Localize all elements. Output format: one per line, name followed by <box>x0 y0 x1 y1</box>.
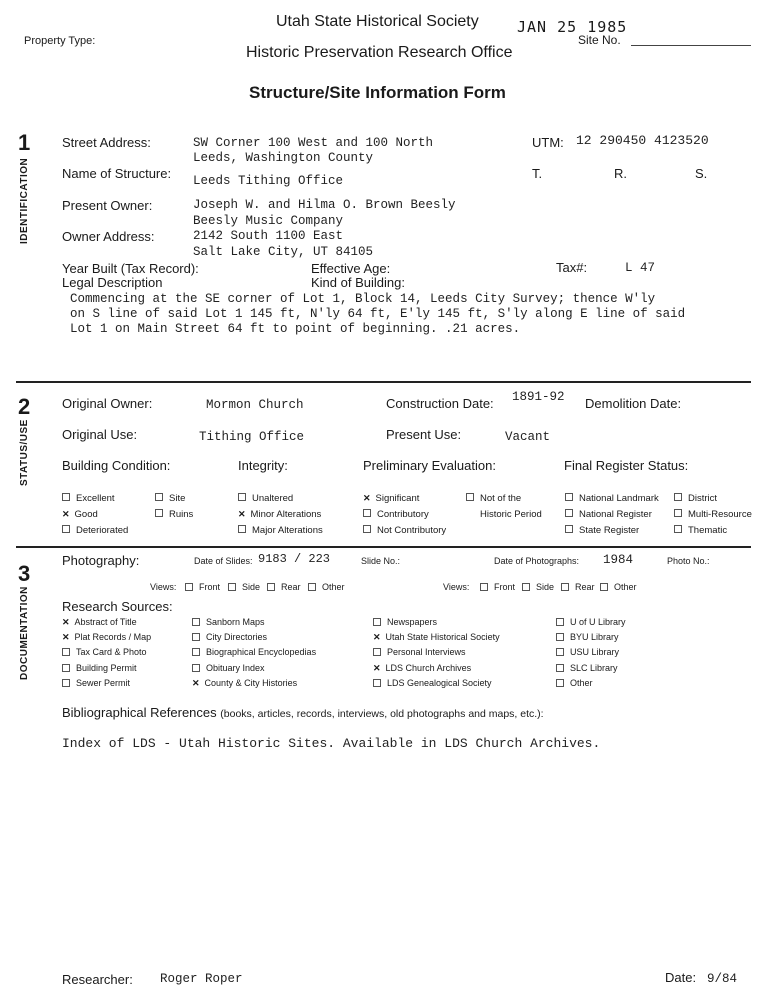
construction-date-label: Construction Date: <box>386 396 494 411</box>
eval-not-historic[interactable]: Not of the <box>466 493 521 504</box>
checkbox[interactable] <box>62 679 70 687</box>
photography-label: Photography: <box>62 553 140 568</box>
checkbox[interactable] <box>62 648 70 656</box>
checkbox[interactable] <box>192 648 200 656</box>
checked-x-icon[interactable]: ✕ <box>62 632 70 642</box>
checkbox[interactable] <box>308 583 316 591</box>
biblio-label: Bibliographical References <box>62 705 217 720</box>
integrity-unaltered[interactable]: Unaltered <box>238 493 293 504</box>
legal-line-3: Lot 1 on Main Street 64 ft to point of beginning. .21 acres. <box>70 322 521 336</box>
eval-not-historic-line2: Historic Period <box>480 509 542 520</box>
checkbox[interactable] <box>561 583 569 591</box>
source-lds-genealogical[interactable]: LDS Genealogical Society <box>373 678 492 688</box>
photo-no-label: Photo No.: <box>667 556 710 566</box>
street-address-label: Street Address: <box>62 135 151 150</box>
source-usu-library[interactable]: USU Library <box>556 647 619 657</box>
effective-age-label: Effective Age: <box>311 261 391 276</box>
condition-ruins[interactable]: Ruins <box>155 509 193 520</box>
original-owner-label: Original Owner: <box>62 396 153 411</box>
condition-good[interactable]: ✕ Good <box>62 509 98 520</box>
source-lds-church-archives[interactable]: ✕ LDS Church Archives <box>373 663 472 673</box>
slides-view-other[interactable]: Other <box>308 582 345 592</box>
owner-address-label: Owner Address: <box>62 229 155 244</box>
checkbox[interactable] <box>556 679 564 687</box>
original-owner: Mormon Church <box>206 398 304 412</box>
integrity-major[interactable]: Major Alterations <box>238 525 323 536</box>
slide-no-label: Slide No.: <box>361 556 401 566</box>
source-byu-library[interactable]: BYU Library <box>556 632 619 642</box>
views-label-slides: Views: <box>150 582 177 592</box>
register-national-landmark[interactable]: National Landmark <box>565 493 659 504</box>
register-multi-resource[interactable]: Multi-Resource <box>674 509 752 520</box>
checked-x-icon[interactable]: ✕ <box>373 632 381 642</box>
biblio-text: Index of LDS - Utah Historic Sites. Available in LDS Church Archives. <box>62 736 601 751</box>
checkbox[interactable] <box>192 633 200 641</box>
checkbox[interactable] <box>565 509 573 517</box>
checked-x-icon[interactable]: ✕ <box>62 617 70 627</box>
date-of-slides-label: Date of Slides: <box>194 556 253 566</box>
original-use: Tithing Office <box>199 430 305 444</box>
checkbox[interactable] <box>228 583 236 591</box>
researcher-label: Researcher: <box>62 972 133 987</box>
present-use: Vacant <box>505 430 551 444</box>
register-state-register[interactable]: State Register <box>565 525 639 536</box>
eval-significant[interactable]: ✕ Significant <box>363 493 420 504</box>
property-type-label: Property Type: <box>24 35 96 47</box>
utm-value: 12 290450 4123520 <box>576 133 709 148</box>
date-label: Date: <box>665 970 697 985</box>
section-divider-2 <box>16 546 751 548</box>
source-newspapers[interactable]: Newspapers <box>373 617 437 627</box>
original-use-label: Original Use: <box>62 427 138 442</box>
eval-not-contributory[interactable]: Not Contributory <box>363 525 446 536</box>
photos-view-rear[interactable]: Rear <box>561 582 595 592</box>
checkbox[interactable] <box>62 493 70 501</box>
integrity-label: Integrity: <box>238 458 288 473</box>
checkbox[interactable] <box>373 648 381 656</box>
source-city-directories[interactable]: City Directories <box>192 632 267 642</box>
org-name: Utah State Historical Society <box>276 13 479 30</box>
slides-view-side[interactable]: Side <box>228 582 260 592</box>
range-label: R. <box>614 166 627 181</box>
owner-address-line2: Salt Lake City, UT 84105 <box>193 245 374 259</box>
checkbox[interactable] <box>556 618 564 626</box>
date-value: 9/84 <box>707 972 738 986</box>
checkbox[interactable] <box>556 633 564 641</box>
checkbox[interactable] <box>373 618 381 626</box>
source-building-permit[interactable]: Building Permit <box>62 663 137 673</box>
checkbox[interactable] <box>363 509 371 517</box>
checkbox[interactable] <box>62 664 70 672</box>
checkbox[interactable] <box>600 583 608 591</box>
final-register-label: Final Register Status: <box>564 458 689 473</box>
checkbox[interactable] <box>674 525 682 533</box>
checked-x-icon[interactable]: ✕ <box>62 509 70 519</box>
source-tax-card[interactable]: Tax Card & Photo <box>62 647 147 657</box>
source-county-city-histories[interactable]: ✕ County & City Histories <box>192 678 298 688</box>
construction-date: 1891-92 <box>512 390 565 404</box>
checkbox[interactable] <box>480 583 488 591</box>
checkbox[interactable] <box>192 664 200 672</box>
biblio-heading <box>62 705 544 720</box>
form-title: Structure/Site Information Form <box>249 83 506 102</box>
legal-line-1: Commencing at the SE corner of Lot 1, Block 14, Leeds City Survey; thence W'ly <box>70 292 656 306</box>
condition-excellent[interactable]: Excellent <box>62 493 115 504</box>
section-2-tab: STATUS/USE <box>19 419 30 486</box>
office-name: Historic Preservation Research Office <box>246 44 513 61</box>
photos-view-side[interactable]: Side <box>522 582 554 592</box>
checkbox[interactable] <box>565 493 573 501</box>
checkbox[interactable] <box>192 618 200 626</box>
street-address-line1: SW Corner 100 West and 100 North <box>193 136 434 150</box>
source-obituary-index[interactable]: Obituary Index <box>192 663 265 673</box>
kind-of-building-label: Kind of Building: <box>311 275 405 290</box>
date-stamp: JAN 25 1985 <box>517 18 628 36</box>
research-sources-label: Research Sources: <box>62 599 173 614</box>
utm-label: UTM: <box>532 135 564 150</box>
source-personal-interviews[interactable]: Personal Interviews <box>373 647 466 657</box>
date-of-slides: 9183 / 223 <box>258 552 331 566</box>
township-label: T. <box>532 166 543 181</box>
prelim-eval-label: Preliminary Evaluation: <box>363 458 496 473</box>
register-national-register[interactable]: National Register <box>565 509 652 520</box>
section-2-number: 2 <box>18 394 31 419</box>
year-built-label: Year Built (Tax Record): <box>62 261 199 276</box>
condition-site[interactable]: Site <box>155 493 185 504</box>
section-divider-1 <box>16 381 751 383</box>
owner-address-line1: 2142 South 1100 East <box>193 229 344 243</box>
slides-view-front[interactable]: Front <box>185 582 220 592</box>
legal-line-2: on S line of said Lot 1 145 ft, N'ly 64 ft, E'ly 145 ft, S'ly along E line of said <box>70 307 686 321</box>
eval-contributory[interactable]: Contributory <box>363 509 429 520</box>
checked-x-icon[interactable]: ✕ <box>373 663 381 673</box>
views-label-photos: Views: <box>443 582 470 592</box>
checkbox[interactable] <box>155 493 163 501</box>
present-owner-line2: Beesly Music Company <box>193 214 344 228</box>
source-biographical-encyclopedias[interactable]: Biographical Encyclopedias <box>192 647 316 657</box>
demolition-date-label: Demolition Date: <box>585 396 682 411</box>
site-no-label: Site No. <box>578 33 621 47</box>
slides-view-rear[interactable]: Rear <box>267 582 301 592</box>
source-u-of-u-library[interactable]: U of U Library <box>556 617 626 627</box>
source-plat-records[interactable]: ✕ Plat Records / Map <box>62 632 152 642</box>
checkbox[interactable] <box>674 493 682 501</box>
source-abstract-of-title[interactable]: ✕ Abstract of Title <box>62 617 137 627</box>
photos-view-other[interactable]: Other <box>600 582 637 592</box>
source-slc-library[interactable]: SLC Library <box>556 663 618 673</box>
checkbox[interactable] <box>62 525 70 533</box>
source-other[interactable]: Other <box>556 678 593 688</box>
structure-name-label: Name of Structure: <box>62 166 172 181</box>
legal-description-label: Legal Description <box>62 275 163 290</box>
biblio-hint: (books, articles, records, interviews, old photographs and maps, etc.): <box>220 708 544 720</box>
source-ushs[interactable]: ✕ Utah State Historical Society <box>373 632 500 642</box>
checkbox[interactable] <box>155 509 163 517</box>
researcher-name: Roger Roper <box>160 972 243 986</box>
checkbox[interactable] <box>238 493 246 501</box>
checkbox[interactable] <box>363 525 371 533</box>
present-use-label: Present Use: <box>386 427 462 442</box>
present-owner-label: Present Owner: <box>62 198 153 213</box>
source-sewer-permit[interactable]: Sewer Permit <box>62 678 130 688</box>
photos-view-front[interactable]: Front <box>480 582 515 592</box>
checkbox[interactable] <box>373 679 381 687</box>
integrity-minor[interactable]: ✕ Minor Alterations <box>238 509 322 520</box>
section-label: S. <box>695 166 708 181</box>
checkbox[interactable] <box>556 648 564 656</box>
street-address-line2: Leeds, Washington County <box>193 151 374 165</box>
structure-name: Leeds Tithing Office <box>193 174 344 188</box>
tax-value: L 47 <box>625 261 656 275</box>
checkbox[interactable] <box>674 509 682 517</box>
date-of-photos-label: Date of Photographs: <box>494 556 580 566</box>
source-sanborn-maps[interactable]: Sanborn Maps <box>192 617 265 627</box>
present-owner-line1: Joseph W. and Hilma O. Brown Beesly <box>193 198 456 212</box>
section-1-tab: IDENTIFICATION <box>19 157 30 244</box>
checkbox[interactable] <box>466 493 474 501</box>
date-of-photos: 1984 <box>603 553 634 567</box>
section-3-number: 3 <box>18 561 31 586</box>
condition-deteriorated[interactable]: Deteriorated <box>62 525 128 536</box>
checkbox[interactable] <box>267 583 275 591</box>
checked-x-icon[interactable]: ✕ <box>363 493 371 503</box>
checked-x-icon[interactable]: ✕ <box>192 678 200 688</box>
checkbox[interactable] <box>185 583 193 591</box>
section-3-tab: DOCUMENTATION <box>19 586 30 680</box>
section-1-number: 1 <box>18 130 31 155</box>
site-no-line <box>631 45 751 46</box>
tax-label: Tax#: <box>556 260 588 275</box>
register-district[interactable]: District <box>674 493 717 504</box>
register-thematic[interactable]: Thematic <box>674 525 727 536</box>
checkbox[interactable] <box>238 525 246 533</box>
checked-x-icon[interactable]: ✕ <box>238 509 246 519</box>
building-condition-label: Building Condition: <box>62 458 171 473</box>
checkbox[interactable] <box>565 525 573 533</box>
checkbox[interactable] <box>522 583 530 591</box>
checkbox[interactable] <box>556 664 564 672</box>
